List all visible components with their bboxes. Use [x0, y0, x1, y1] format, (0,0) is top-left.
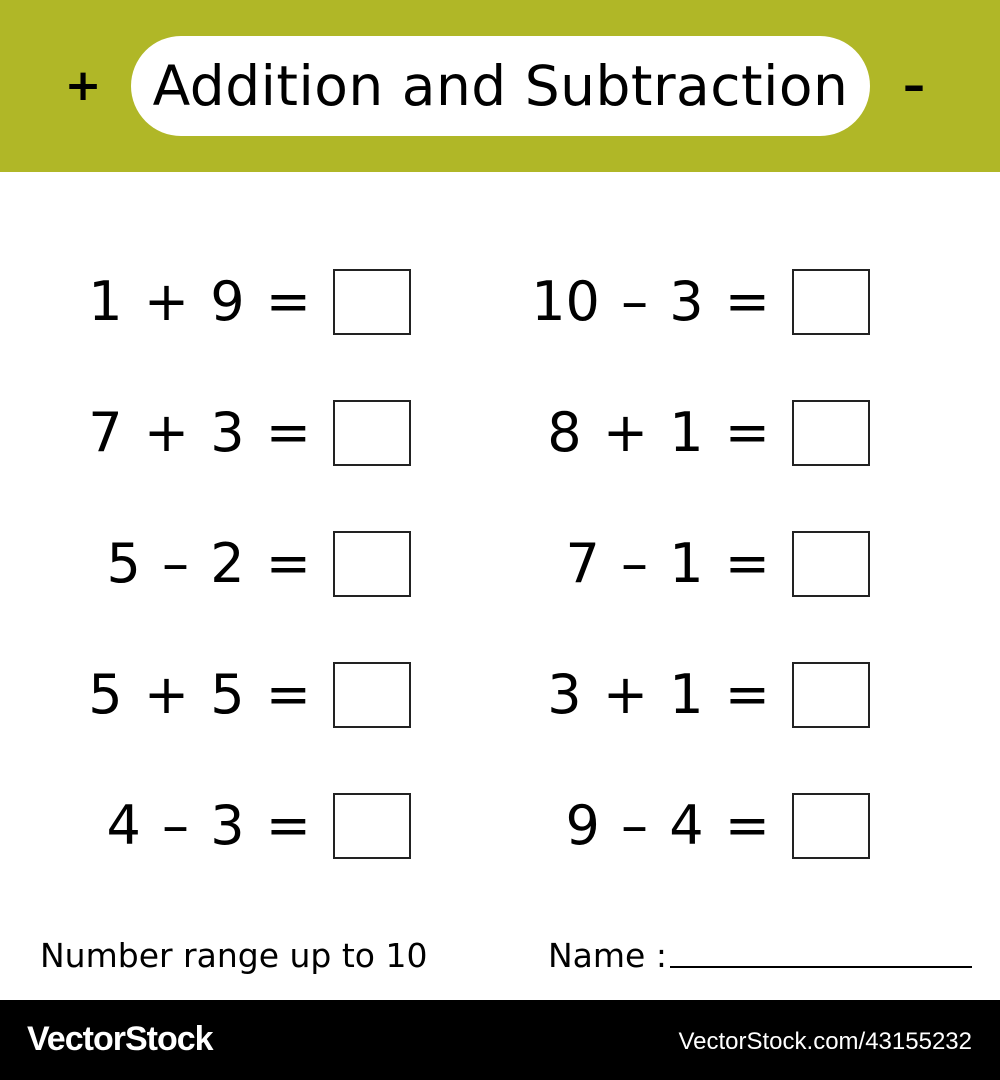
minus-symbol: –	[903, 60, 925, 111]
header-banner	[0, 0, 1000, 172]
answer-box[interactable]	[792, 400, 870, 466]
answer-box[interactable]	[792, 269, 870, 335]
answer-box[interactable]	[333, 793, 411, 859]
watermark-url: VectorStock.com/43155232	[678, 1028, 972, 1055]
problem-expression: 5 + 5 =	[88, 663, 311, 726]
title-pill	[131, 36, 870, 136]
answer-box[interactable]	[333, 662, 411, 728]
plus-symbol: +	[64, 60, 102, 111]
problem-expression: 9 – 4 =	[565, 794, 770, 857]
problem-expression: 3 + 1 =	[547, 663, 770, 726]
name-label: Name :	[548, 936, 667, 975]
answer-box[interactable]	[333, 400, 411, 466]
problem-expression: 8 + 1 =	[547, 401, 770, 464]
answer-box[interactable]	[792, 793, 870, 859]
answer-box[interactable]	[792, 662, 870, 728]
answer-box[interactable]	[333, 531, 411, 597]
number-range-label: Number range up to 10	[40, 936, 428, 975]
problem-expression: 5 – 2 =	[106, 532, 311, 595]
answer-box[interactable]	[792, 531, 870, 597]
vectorstock-logo: VectorStock	[27, 1020, 213, 1058]
name-input-line[interactable]	[670, 966, 972, 968]
page-title: Addition and Subtraction	[152, 54, 849, 118]
problem-expression: 10 – 3 =	[531, 270, 770, 333]
watermark-bar	[0, 1000, 1000, 1080]
problem-expression: 7 + 3 =	[88, 401, 311, 464]
problem-expression: 7 – 1 =	[565, 532, 770, 595]
problem-expression: 4 – 3 =	[106, 794, 311, 857]
answer-box[interactable]	[333, 269, 411, 335]
problem-expression: 1 + 9 =	[88, 270, 311, 333]
